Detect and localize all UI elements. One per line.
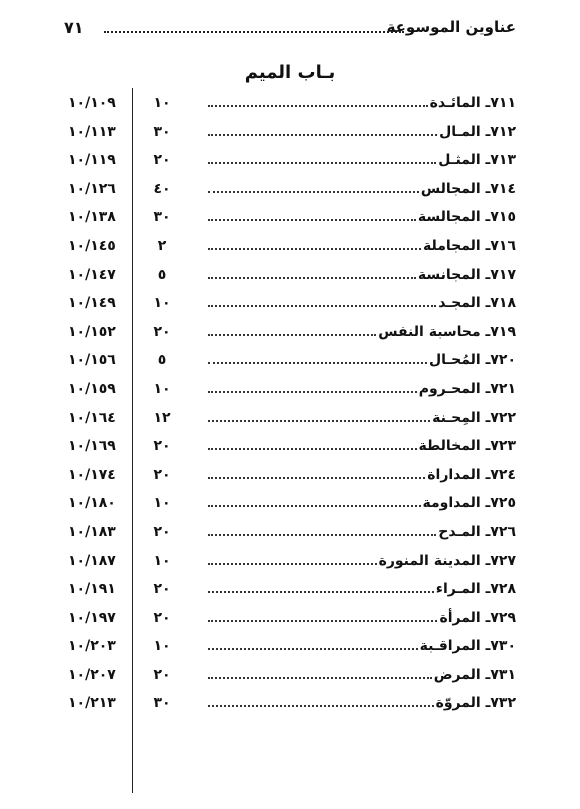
entry-title: ٧٢٦ـ المـدح: [438, 523, 516, 540]
entry-reference: ١٠/١٧٤: [68, 466, 116, 483]
entry-title: ٧١١ـ المائـدة: [429, 95, 516, 111]
entry-reference: ١٠/١١٩: [68, 152, 116, 169]
dot-leader: [208, 419, 430, 422]
entry-count: ٢٠: [153, 609, 171, 626]
entry-title-cell: [208, 695, 516, 711]
entry-title-cell: [208, 610, 516, 626]
index-row: [0, 633, 580, 662]
entry-title-cell: [208, 667, 516, 683]
entry-title-cell: [208, 381, 516, 397]
entry-count: ١٢: [153, 409, 171, 426]
dot-leader: [208, 161, 436, 164]
index-row: [0, 176, 580, 205]
entry-count: ٢٠: [153, 323, 171, 340]
index-row: [0, 433, 580, 462]
entry-count: ٣٠: [153, 695, 171, 712]
entry-count: ٢٠: [153, 466, 171, 483]
entry-title-cell: [208, 438, 516, 454]
entry-reference: ١٠/١٨٣: [68, 523, 116, 540]
entry-reference: ١٠/١٩١: [68, 581, 116, 598]
entry-count: ٢: [157, 237, 167, 254]
entry-title-cell: [208, 295, 516, 311]
entry-reference: ١٠/١٥٩: [68, 380, 116, 397]
index-row: [0, 204, 580, 233]
entry-title-cell: [208, 209, 516, 225]
entry-reference: ١٠/١٦٤: [68, 409, 116, 426]
entry-title: ٧١٧ـ المجانسة: [417, 266, 516, 283]
index-row: [0, 690, 580, 719]
index-row: [0, 290, 580, 319]
entry-title-cell: [208, 410, 516, 426]
index-row: [0, 405, 580, 434]
entry-title-cell: [208, 238, 516, 254]
index-row: [0, 147, 580, 176]
entry-count: ٥: [157, 266, 167, 283]
entry-reference: ١٠/١٤٧: [68, 266, 116, 283]
dot-leader: [208, 247, 421, 250]
page-number: ٧١: [64, 18, 84, 37]
dot-leader: [208, 218, 416, 221]
entry-title-cell: [208, 553, 516, 569]
entry-count: ١٠: [153, 95, 171, 111]
entry-title-cell: [208, 324, 516, 340]
entry-title: ٧٢٣ـ المخالطة: [418, 438, 516, 455]
entry-count: ١٠: [153, 380, 171, 397]
entry-reference: ١٠/١٨٠: [68, 495, 116, 512]
entry-count: ٢٠: [153, 152, 171, 169]
index-row: [0, 462, 580, 491]
entry-title: ٧٢١ـ المحـروم: [418, 380, 516, 397]
entry-title: ٧٣٠ـ المراقـبة: [419, 638, 516, 655]
dot-leader: [208, 704, 434, 707]
index-row: [0, 233, 580, 262]
entry-title: ٧١٦ـ المجاملة: [423, 237, 516, 254]
dot-leader: [208, 276, 416, 279]
index-row: [0, 519, 580, 548]
entry-count: ٢٠: [153, 666, 171, 683]
header-dot-leader: [104, 31, 404, 33]
dot-leader: [208, 504, 421, 507]
entry-reference: ١٠/١٩٧: [68, 609, 116, 626]
entry-count: ٣٠: [153, 209, 171, 226]
dot-leader: [208, 447, 417, 450]
entry-reference: ١٠/١١٣: [68, 123, 116, 140]
entry-count: ١٠: [153, 638, 171, 655]
dot-leader: [208, 304, 436, 307]
entry-count: ٤٠: [153, 180, 171, 197]
entry-title: ٧٢٨ـ المـراء: [435, 581, 516, 598]
dot-leader: [208, 562, 377, 565]
index-row: [0, 662, 580, 691]
dot-leader: [208, 619, 437, 622]
entry-title-cell: [208, 152, 516, 168]
entry-title: ٧٣١ـ المرض: [433, 666, 516, 683]
entry-reference: ١٠/١٨٧: [68, 552, 116, 569]
dot-leader: [208, 590, 434, 593]
entry-reference: ١٠/١٠٩: [68, 95, 116, 111]
entry-reference: ١٠/٢١٣: [68, 695, 116, 712]
entry-title-cell: [208, 524, 516, 540]
entry-title: ٧١٩ـ محاسبة النفس: [378, 323, 516, 340]
index-row: [0, 319, 580, 348]
entry-title-cell: [208, 181, 516, 197]
entry-title-cell: [208, 495, 516, 511]
dot-leader: [208, 361, 427, 364]
entry-reference: ١٠/١٢٦: [68, 180, 116, 197]
entry-title-cell: [208, 467, 516, 483]
entry-count: ١٠: [153, 295, 171, 312]
entry-title: ٧٢٩ـ المرأة: [439, 609, 516, 626]
entry-title: ٧١٢ـ المـال: [439, 123, 516, 140]
entry-count: ١٠: [153, 495, 171, 512]
index-row: [0, 119, 580, 148]
index-row: [0, 262, 580, 291]
entry-title: ٧٢٧ـ المدينة المنورة: [378, 552, 516, 569]
entry-title-cell: [208, 124, 516, 140]
entry-count: ٢٠: [153, 438, 171, 455]
entry-count: ١٠: [153, 552, 171, 569]
entry-reference: ١٠/١٥٢: [68, 323, 116, 340]
index-row: [0, 490, 580, 519]
index-row: [0, 605, 580, 634]
entry-title: ٧١٤ـ المجالس: [420, 180, 516, 197]
entry-reference: ١٠/١٣٨: [68, 209, 116, 226]
dot-leader: [208, 647, 418, 650]
entry-title: ٧١٣ـ المثـل: [438, 152, 516, 169]
entry-count: ٢٠: [153, 581, 171, 598]
index-list: [0, 90, 580, 719]
entry-reference: ١٠/١٤٥: [68, 237, 116, 254]
entry-title: ٧١٨ـ المجـد: [438, 295, 516, 312]
index-row: [0, 90, 580, 119]
index-row: [0, 576, 580, 605]
entry-title: ٧٣٢ـ المروّة: [435, 695, 516, 712]
index-row: [0, 376, 580, 405]
header-title: عناوين الموسوعة: [386, 18, 516, 36]
entry-title: ٧٢٠ـ المُحـال: [428, 352, 516, 369]
dot-leader: [208, 104, 428, 107]
dot-leader: [208, 476, 425, 479]
index-row: [0, 347, 580, 376]
running-header: [64, 18, 516, 42]
dot-leader: [208, 533, 436, 536]
section-title: بـاب الميم: [244, 62, 336, 83]
entry-reference: ١٠/١٦٩: [68, 438, 116, 455]
entry-count: ٢٠: [153, 523, 171, 540]
entry-title-cell: [208, 352, 516, 368]
dot-leader: [208, 676, 432, 679]
dot-leader: [208, 390, 417, 393]
entry-title-cell: [208, 638, 516, 654]
index-row: [0, 548, 580, 577]
entry-title: ٧١٥ـ المجالسة: [417, 209, 516, 226]
entry-title-cell: [208, 267, 516, 283]
entry-title-cell: [208, 95, 516, 111]
dot-leader: [208, 190, 419, 193]
entry-reference: ١٠/٢٠٧: [68, 666, 116, 683]
entry-reference: ١٠/١٥٦: [68, 352, 116, 369]
dot-leader: [208, 133, 437, 136]
entry-title: ٧٢٢ـ المِحـنة: [432, 409, 516, 426]
entry-title: ٧٢٥ـ المداومة: [422, 495, 516, 512]
entry-title: ٧٢٤ـ المداراة: [427, 466, 516, 483]
entry-title-cell: [208, 581, 516, 597]
entry-reference: ١٠/٢٠٣: [68, 638, 116, 655]
dot-leader: [208, 333, 376, 336]
entry-count: ٣٠: [153, 123, 171, 140]
entry-count: ٥: [157, 352, 167, 369]
entry-reference: ١٠/١٤٩: [68, 295, 116, 312]
